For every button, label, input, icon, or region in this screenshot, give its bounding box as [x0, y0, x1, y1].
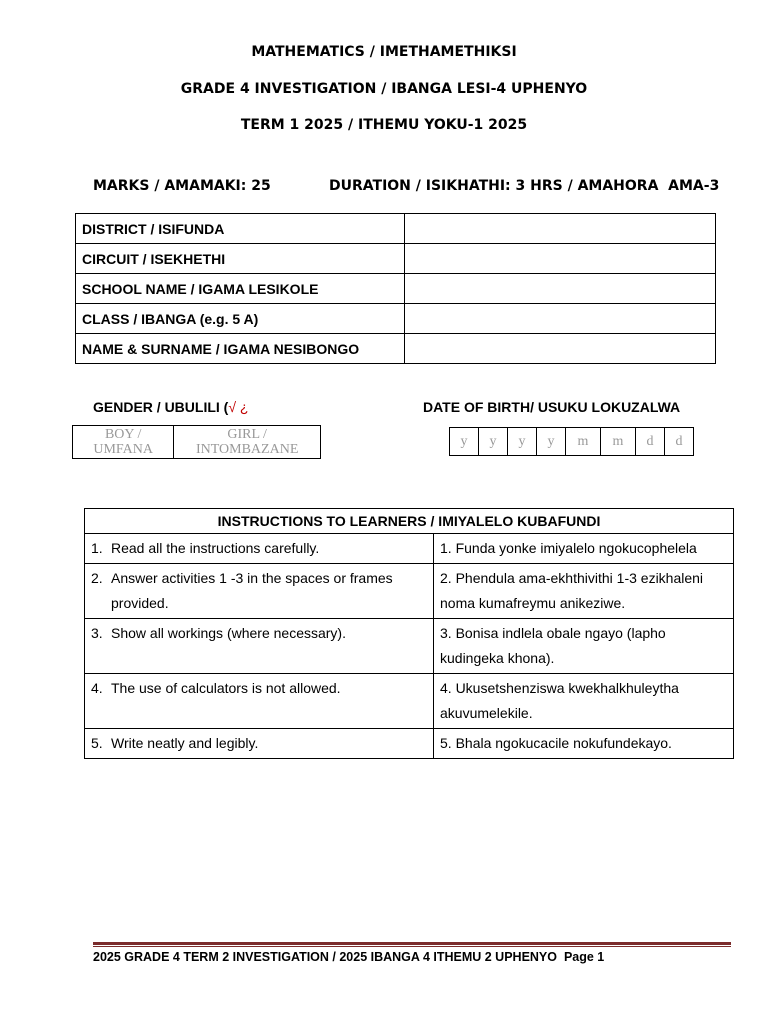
table-row [85, 729, 734, 759]
instruction-en: 3. Show all workings (where necessary). [85, 619, 434, 674]
subject-title: MATHEMATICS / IMETHAMETHIKSI [251, 44, 517, 60]
dob-year-box[interactable]: y [479, 428, 508, 456]
class-field[interactable] [405, 304, 716, 334]
table-row [76, 334, 716, 364]
page-footer: 2025 GRADE 4 TERM 2 INVESTIGATION / 2025 IBANGA 4 ITHEMU 2 UPHENYO Page 1 [93, 950, 605, 964]
table-row [76, 214, 716, 244]
table-row [85, 674, 734, 729]
school-name-label: SCHOOL NAME / IGAMA LESIKOLE [76, 274, 405, 304]
gender-option-boy[interactable]: BOY / UMFANA [73, 426, 174, 459]
footer-divider [93, 942, 731, 945]
dob-year-box[interactable]: y [450, 428, 479, 456]
gender-option-girl[interactable]: GIRL / INTOMBAZANE [174, 426, 321, 459]
dob-year-box[interactable]: y [508, 428, 537, 456]
instruction-zu: 2. Phendula ama-ekhthivithi 1-3 ezikhaleni noma kumafreymu anikeziwe. [434, 564, 734, 619]
instructions-table [84, 508, 734, 759]
dob-boxes [449, 427, 694, 456]
circuit-label: CIRCUIT / ISEKHETHI [76, 244, 405, 274]
table-row [76, 304, 716, 334]
learner-info-table [75, 213, 716, 364]
instruction-zu: 5. Bhala ngokucacile nokufundekayo. [434, 729, 734, 759]
instructions-title: INSTRUCTIONS TO LEARNERS / IMIYALELO KUBAFUNDI [85, 509, 734, 534]
grade-title: GRADE 4 INVESTIGATION / IBANGA LESI-4 UPHENYO [180, 81, 588, 97]
table-row [85, 534, 734, 564]
gender-label: GENDER / UBULILI (√ ¿ [93, 399, 249, 415]
dob-month-box[interactable]: m [601, 428, 636, 456]
name-surname-field[interactable] [405, 334, 716, 364]
class-label: CLASS / IBANGA (e.g. 5 A) [76, 304, 405, 334]
dob-day-box[interactable]: d [665, 428, 694, 456]
term-title: TERM 1 2025 / ITHEMU YOKU-1 2025 [240, 117, 528, 133]
dob-month-box[interactable]: m [566, 428, 601, 456]
table-row [85, 619, 734, 674]
dob-day-box[interactable]: d [636, 428, 665, 456]
school-name-field[interactable] [405, 274, 716, 304]
gender-options [72, 425, 321, 459]
tick-mark: √ ¿ [228, 399, 249, 415]
dob-label: DATE OF BIRTH/ USUKU LOKUZALWA [423, 399, 681, 415]
instruction-zu: 3. Bonisa indlela obale ngayo (lapho kudingeka khona). [434, 619, 734, 674]
instruction-zu: 1. Funda yonke imiyalelo ngokucophelela [434, 534, 734, 564]
circuit-field[interactable] [405, 244, 716, 274]
instruction-zu: 4. Ukusetshenziswa kwekhalkhuleytha akuvumelekile. [434, 674, 734, 729]
duration-label: DURATION / ISIKHATHI: 3 HRS / AMAHORA AMA-3 [329, 178, 720, 194]
instruction-en: 2. Answer activities 1 -3 in the spaces or frames provided. [85, 564, 434, 619]
table-row [76, 244, 716, 274]
table-row [85, 564, 734, 619]
footer-divider-thin [93, 946, 731, 947]
district-field[interactable] [405, 214, 716, 244]
page-number: Page 1 [563, 950, 605, 964]
district-label: DISTRICT / ISIFUNDA [76, 214, 405, 244]
instruction-en: 4. The use of calculators is not allowed. [85, 674, 434, 729]
instruction-en: 5. Write neatly and legibly. [85, 729, 434, 759]
dob-year-box[interactable]: y [537, 428, 566, 456]
instruction-en: 1. Read all the instructions carefully. [85, 534, 434, 564]
marks-label: MARKS / AMAMAKI: 25 [93, 178, 271, 194]
name-surname-label: NAME & SURNAME / IGAMA NESIBONGO [76, 334, 405, 364]
table-row [76, 274, 716, 304]
